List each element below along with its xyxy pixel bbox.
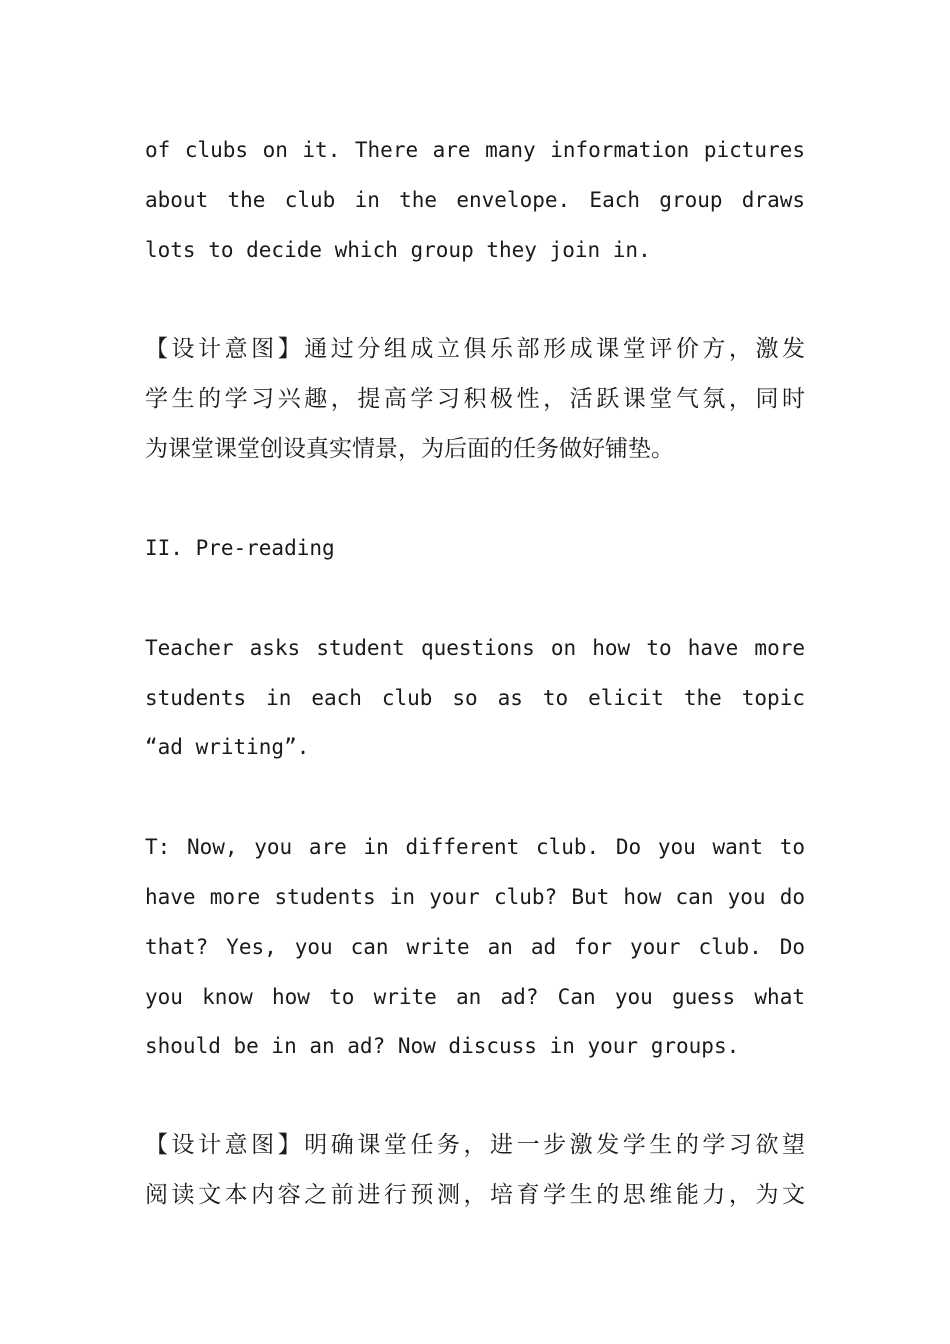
text-line: “ad writing”. <box>145 735 310 759</box>
text-line: should be in an ad? Now discuss in your groups. <box>145 1034 740 1058</box>
text-line: students in each club so as to elicit the topic <box>145 686 805 710</box>
text-line: of clubs on it. There are many information pictures <box>145 138 805 162</box>
text-line: T: Now, you are in different club. Do you want to <box>145 835 805 859</box>
text-line: 【设计意图】明确课堂任务，进一步激发学生的学习欲望 <box>145 1132 805 1158</box>
text-line: 阅读文本内容之前进行预测，培育学生的思维能力，为文 <box>145 1182 805 1208</box>
text-line: lots to decide which group they join in. <box>145 238 651 262</box>
text-line: you know how to write an ad? Can you guess what <box>145 985 805 1009</box>
heading-text: II. Pre-reading <box>145 536 335 560</box>
text-line: 为课堂课堂创设真实情景，为后面的任务做好铺垫。 <box>145 436 674 462</box>
text-line: 学生的学习兴趣，提高学习积极性，活跃课堂气氛，同时 <box>145 386 805 412</box>
text-line: Teacher asks student questions on how to have more <box>145 636 805 660</box>
text-line: about the club in the envelope. Each group draws <box>145 188 805 212</box>
text-line: 【设计意图】通过分组成立俱乐部形成课堂评价方，激发 <box>145 336 805 362</box>
text-line: that? Yes, you can write an ad for your club. Do <box>145 935 805 959</box>
text-line: have more students in your club? But how can you do <box>145 885 805 909</box>
